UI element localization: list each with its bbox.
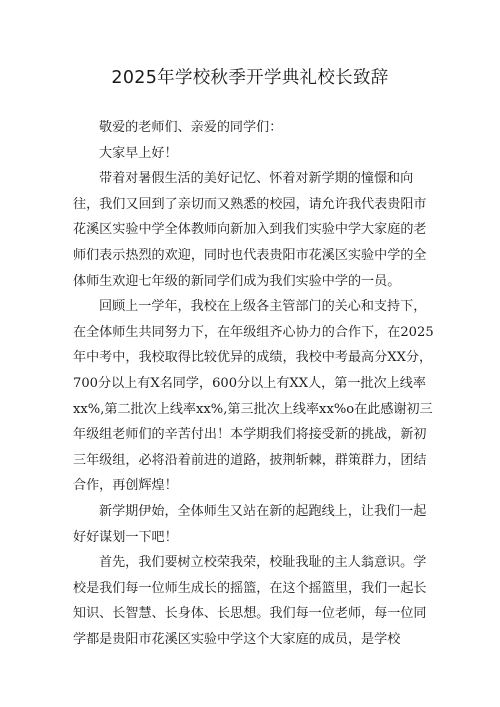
welcome-paragraph: 带着对暑假生活的美好记忆、怀着对新学期的憧憬和向往，我们又回到了亲切而又熟悉的校园，请允许我代表贵阳市花溪区实验中学全体教师向新加入到我们实验中学大家庭的老师们表示热烈的欢迎，同时也代表贵阳市花溪区实验中学的全体师生欢迎七年级的新同学们成为我们实验中学的一员。 <box>73 171 427 289</box>
new-semester-paragraph: 新学期伊始，全体师生又站在新的起跑线上，让我们一起好好谋划一下吧！ <box>73 503 427 545</box>
greeting-paragraph: 大家早上好！ <box>99 145 178 161</box>
salutation-paragraph: 敬爱的老师们、亲爱的同学们： <box>99 120 283 135</box>
document-body <box>73 115 435 652</box>
review-paragraph: 回顾上一学年，我校在上级各主管部门的关心和支持下，在全体师生共同努力下，在年级组齐心协力的合作下，在2025年中考中，我校取得比较优异的成绩，我校中考最高分XX分，700分以上有X名同学，600分以上有XX人，第一批次上线率xx%,第二批次上线率xx%,第三批次上线率xx%o在此感谢初三年级组老师们的辛苦付出！本学期我们将接受新的挑战，新初三年级组，必将沿着前进的道路，披荆斩棘，群策群力，团结合作，再创辉煌！ <box>73 299 434 494</box>
ownership-paragraph: 首先，我们要树立校荣我荣，校耻我耻的主人翁意识。学校是我们每一位师生成长的摇篮，在这个摇篮里，我们一起长知识、长智慧、长身体、长思想。我们每一位老师，每一位同学都是贵阳市花溪区实验中学这个大家庭的成员，是学校 <box>73 555 427 647</box>
document-title: 2025年学校秋季开学典礼校长致辞 <box>111 68 389 88</box>
